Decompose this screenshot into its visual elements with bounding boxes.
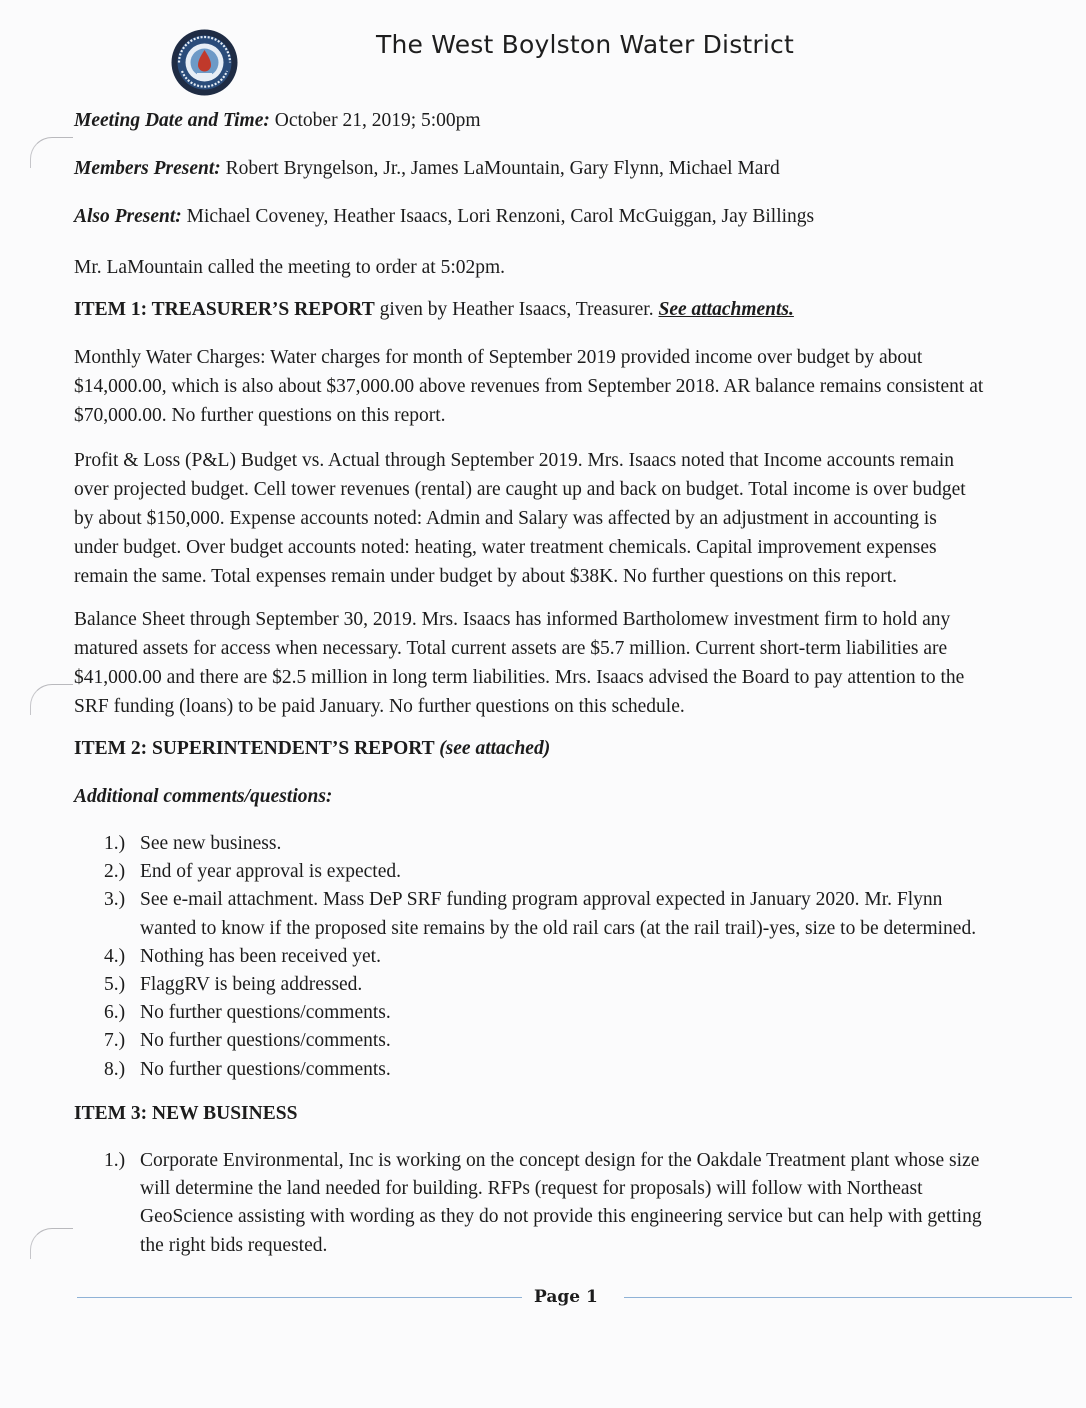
members-present-value: Robert Bryngelson, Jr., James LaMountain, Gary Flynn, Michael Mard	[220, 158, 780, 179]
members-present-line	[74, 155, 780, 183]
paragraph-line: remain the same. Total expenses remain under budget by about $38K. No further questions on this report.	[74, 566, 898, 587]
paragraph-line: under budget. Over budget accounts noted: heating, water treatment chemicals. Capital improvement expenses	[74, 537, 937, 558]
district-seal-logo	[171, 29, 238, 96]
item1-heading-title: ITEM 1: TREASURER’S REPORT	[74, 299, 375, 320]
see-attachments-link[interactable]: See attachments.	[658, 299, 794, 320]
list-item-text: Corporate Environmental, Inc is working on the concept design for the Oakdale Treatment plant whose size	[140, 1150, 980, 1171]
list-number: 8.)	[104, 1058, 126, 1080]
meeting-date-label: Meeting Date and Time:	[74, 110, 270, 131]
item2-heading-note: (see attached)	[439, 738, 551, 759]
meeting-date-value: October 21, 2019; 5:00pm	[269, 110, 481, 131]
list-item-text: No further questions/comments.	[140, 1002, 391, 1024]
meeting-date-line	[74, 107, 481, 135]
item3-heading: ITEM 3: NEW BUSINESS	[74, 1103, 298, 1124]
list-item-text: No further questions/comments.	[140, 1058, 391, 1080]
also-present-value: Michael Coveney, Heather Isaacs, Lori Renzoni, Carol McGuiggan, Jay Billings	[181, 206, 815, 227]
item1-paragraph-profit-loss	[74, 446, 1074, 591]
punch-hole	[30, 137, 73, 168]
list-number: 3.)	[104, 889, 126, 911]
list-item	[104, 999, 1064, 1027]
item1-heading	[74, 299, 794, 321]
list-item	[104, 971, 1064, 999]
list-item	[104, 886, 1064, 942]
paragraph-line: $14,000.00, which is also about $37,000.00 above revenues from September 2018. AR balance remains consistent at	[74, 376, 984, 397]
page-number: Page 1	[534, 1287, 598, 1307]
paragraph-line: Monthly Water Charges: Water charges for month of September 2019 provided income over budget by about	[74, 347, 923, 368]
paragraph-line: Balance Sheet through September 30, 2019. Mrs. Isaacs has informed Bartholomew investment firm to hold any	[74, 609, 951, 630]
list-item-text: See e-mail attachment. Mass DeP SRF funding program approval expected in January 2020. Mr. Flynn	[140, 889, 943, 911]
item1-paragraph-water-charges	[74, 343, 1074, 430]
paragraph-line: $41,000.00 and there are $2.5 million in long term liabilities. Mrs. Isaacs advised the Board to pay attention to the	[74, 667, 965, 688]
item2-subheading: Additional comments/questions:	[74, 786, 333, 807]
also-present-label: Also Present:	[74, 206, 182, 227]
item2-comments-list	[104, 830, 1064, 1084]
list-item-text: FlaggRV is being addressed.	[140, 974, 363, 996]
list-item-text: GeoScience assisting with wording as they do not provide this engineering service but can help with getting	[140, 1206, 982, 1228]
list-item	[104, 1147, 1064, 1260]
call-to-order: Mr. LaMountain called the meeting to order at 5:02pm.	[74, 257, 506, 278]
list-number: 5.)	[104, 974, 126, 996]
list-item	[104, 1027, 1064, 1055]
list-number: 4.)	[104, 945, 126, 967]
list-number: 2.)	[104, 861, 126, 883]
footer-rule-left	[77, 1297, 522, 1298]
list-number: 1.)	[104, 1150, 126, 1171]
footer-rule-right	[624, 1297, 1072, 1298]
punch-hole	[30, 684, 73, 715]
list-item-text: No further questions/comments.	[140, 1030, 391, 1052]
paragraph-line: Profit & Loss (P&L) Budget vs. Actual through September 2019. Mrs. Isaacs noted that Income accounts remain	[74, 450, 955, 471]
list-item	[104, 943, 1064, 971]
list-item-text: End of year approval is expected.	[140, 861, 401, 883]
list-item-text: See new business.	[140, 833, 282, 854]
list-number: 1.)	[104, 833, 126, 854]
list-number: 7.)	[104, 1030, 126, 1052]
list-item-text: wanted to know if the proposed site remains by the old rail cars (at the rail trail)-yes, size to be determined.	[140, 917, 977, 939]
item3-new-business-list	[104, 1147, 1064, 1260]
item1-paragraph-balance-sheet	[74, 605, 1074, 721]
paragraph-line: by about $150,000. Expense accounts noted: Admin and Salary was affected by an adjustment in accounting is	[74, 508, 937, 529]
item2-heading	[74, 738, 550, 760]
list-item	[104, 830, 1064, 858]
list-item	[104, 858, 1064, 886]
document-title: The West Boylston Water District	[376, 30, 794, 59]
paragraph-line: over projected budget. Cell tower revenues (rental) are caught up and back on budget. Total income is over budget	[74, 479, 966, 500]
list-item	[104, 1056, 1064, 1084]
list-item-text: the right bids requested.	[140, 1234, 328, 1256]
members-present-label: Members Present:	[74, 158, 221, 179]
paragraph-line: matured assets for access when necessary. Total current assets are $5.7 million. Current short-term liabilities are	[74, 638, 948, 659]
item1-heading-rest: given by Heather Isaacs, Treasurer.	[374, 299, 659, 320]
paragraph-line: SRF funding (loans) to be paid January. No further questions on this schedule.	[74, 696, 685, 717]
punch-hole	[30, 1228, 73, 1259]
list-number: 6.)	[104, 1002, 126, 1024]
also-present-line	[74, 203, 814, 231]
list-item-text: Nothing has been received yet.	[140, 945, 381, 967]
paragraph-line: $70,000.00. No further questions on this report.	[74, 405, 446, 426]
list-item-text: will determine the land needed for building. RFPs (request for proposals) will follow with Northeast	[140, 1178, 923, 1200]
item2-heading-title: ITEM 2: SUPERINTENDENT’S REPORT	[74, 738, 440, 759]
